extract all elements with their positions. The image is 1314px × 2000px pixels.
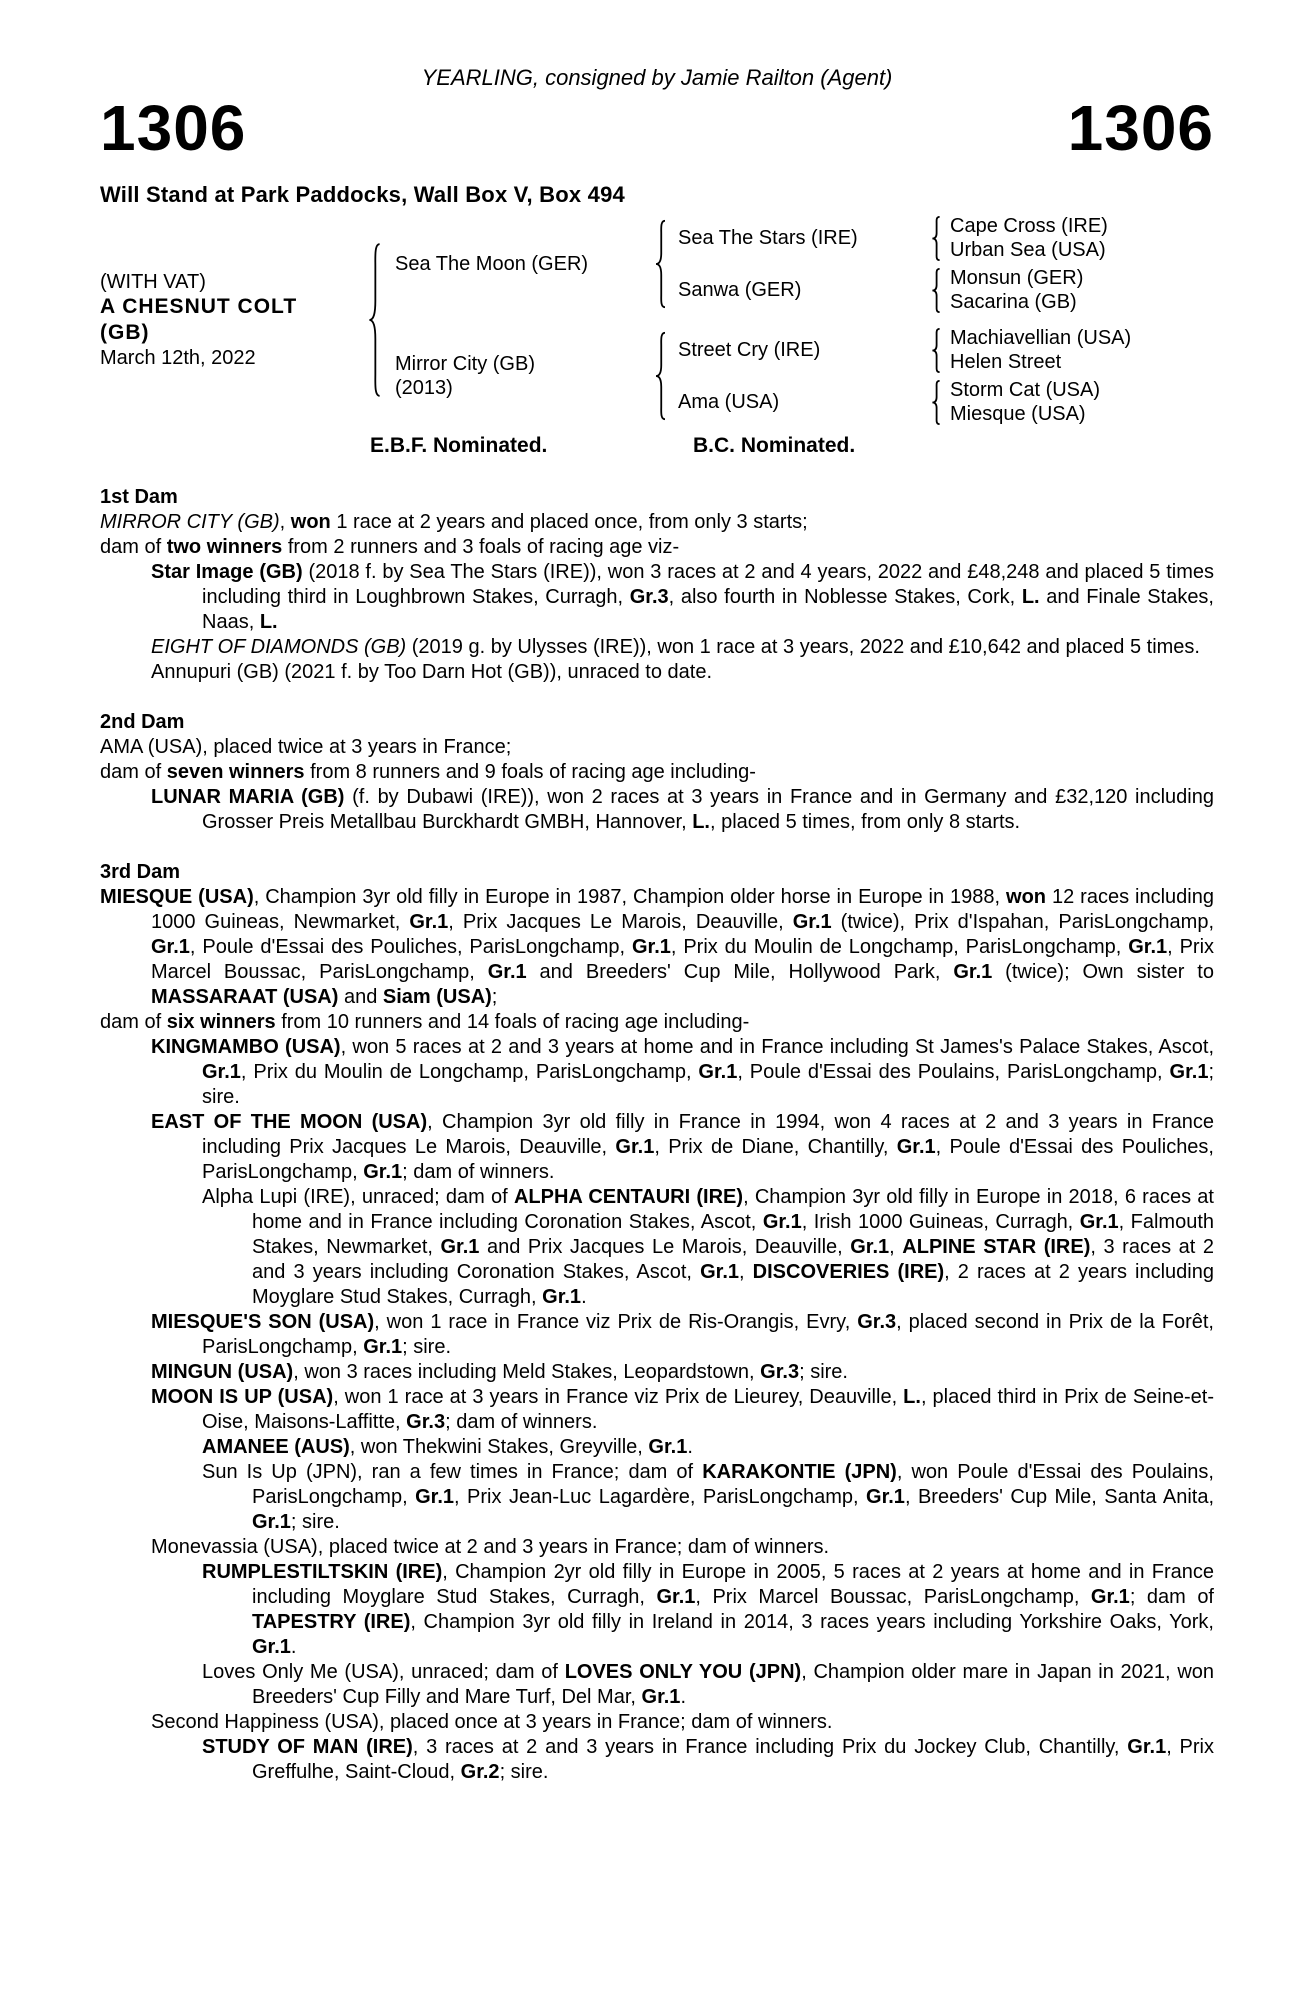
pedigree-paragraph: AMA (USA), placed twice at 3 years in France;: [100, 736, 512, 758]
lot-number-left: 1306: [100, 92, 247, 164]
pedigree-paragraph: STUDY OF MAN (IRE), 3 races at 2 and 3 years in France including Prix du Jockey Club, Chantilly, Gr.1, Prix Greffulhe, Saint-Cloud, Gr.2; sire.: [202, 1736, 1214, 1783]
pedigree-paragraph: dam of two winners from 2 runners and 3 foals of racing age viz-: [100, 536, 680, 558]
section-header: 2nd Dam: [100, 711, 185, 733]
stand-location-line: Will Stand at Park Paddocks, Wall Box V, Box 494: [100, 182, 625, 207]
lot-number-row: [100, 92, 1214, 164]
gen4-name: Cape Cross (IRE): [950, 215, 1108, 237]
pedigree-paragraph: KINGMAMBO (USA), won 5 races at 2 and 3 years at home and in France including St James's Palace Stakes, Ascot, Gr.1, Prix du Moulin de Longchamp, ParisLongchamp, Gr.1, Poule d'Essai des Poulains, ParisLongchamp, Gr.1; sire.: [151, 1036, 1215, 1108]
pedigree-paragraph: EAST OF THE MOON (USA), Champion 3yr old filly in France in 1994, won 4 races at 2 and 3 years in France including Prix Jacques Le Marois, Deauville, Gr.1, Prix de Diane, Chantilly, Gr.1, Poule d'Essai des Pouliches, ParisLongchamp, Gr.1; dam of winners.: [151, 1111, 1215, 1183]
pedigree-paragraph: MINGUN (USA), won 3 races including Meld Stakes, Leopardstown, Gr.3; sire.: [151, 1361, 848, 1383]
pedigree-paragraph: Second Happiness (USA), placed once at 3 years in France; dam of winners.: [151, 1711, 833, 1733]
gen4-name: Machiavellian (USA): [950, 327, 1132, 349]
pedigree-paragraph: MOON IS UP (USA), won 1 race at 3 years in France viz Prix de Lieurey, Deauville, L., placed third in Prix de Seine-et-Oise, Maisons-Laffitte, Gr.3; dam of winners.: [151, 1386, 1214, 1433]
subject-suffix: (GB): [100, 321, 150, 344]
vat-note: (WITH VAT): [100, 271, 206, 293]
brace-glyph: [930, 380, 942, 425]
brace-glyph: [366, 241, 383, 399]
dam-sire-branch: [678, 326, 1131, 374]
bc-nomination: B.C. Nominated.: [693, 434, 856, 457]
subject-name: A CHESNUT COLT: [100, 295, 298, 318]
sire-branch: [395, 214, 1131, 314]
brace-glyph: [930, 268, 942, 313]
pedigree-paragraph: LUNAR MARIA (GB) (f. by Dubawi (IRE)), won 2 races at 3 years in France and in Germany and £32,120 including Grosser Preis Metallbau Burckhardt GMBH, Hannover, L., placed 5 times, from only 8 starts.: [151, 786, 1214, 833]
dam-dam-name: Ama (USA): [678, 391, 780, 413]
dam-name-block: [395, 352, 647, 400]
pedigree-paragraph: AMANEE (AUS), won Thekwini Stakes, Greyville, Gr.1.: [202, 1436, 693, 1458]
dam-year: (2013): [395, 377, 453, 399]
gen4-name: Sacarina (GB): [950, 291, 1077, 313]
sire-sire-name: Sea The Stars (IRE): [678, 227, 858, 249]
sire-sire-branch: [678, 214, 1108, 262]
brace-glyph: [930, 328, 942, 373]
pedigree-paragraph: Loves Only Me (USA), unraced; dam of LOVES ONLY YOU (JPN), Champion older mare in Japan in 2021, won Breeders' Cup Filly and Mare Turf, Del Mar, Gr.1.: [202, 1661, 1215, 1708]
brace-glyph: [653, 219, 668, 309]
dam-branch: [395, 326, 1131, 426]
catalogue-body: [100, 485, 1214, 1785]
pedigree-paragraph: Monevassia (USA), placed twice at 2 and 3 years in France; dam of winners.: [151, 1536, 830, 1558]
nominations-row: [100, 434, 1214, 460]
ebf-nomination: E.B.F. Nominated.: [370, 434, 548, 457]
dam-name: Mirror City (GB): [395, 353, 535, 375]
sire-name: Sea The Moon (GER): [395, 253, 589, 275]
section-header: 3rd Dam: [100, 861, 181, 883]
gen4-name: Miesque (USA): [950, 403, 1086, 425]
pedigree-paragraph: Alpha Lupi (IRE), unraced; dam of ALPHA CENTAURI (IRE), Champion 3yr old filly in Europe in 2018, 6 races at home and in France including Coronation Stakes, Ascot, Gr.1, Irish 1000 Guineas, Curragh, Gr.1, Falmouth Stakes, Newmarket, Gr.1 and Prix Jacques Le Marois, Deauville, Gr.1, ALPINE STAR (IRE), 3 races at 2 and 3 years including Coronation Stakes, Ascot, Gr.1, DISCOVERIES (IRE), 2 races at 2 years including Moyglare Stud Stakes, Curragh, Gr.1.: [202, 1186, 1215, 1308]
gen4-name: Helen Street: [950, 351, 1062, 373]
dam-sire-name: Street Cry (IRE): [678, 339, 821, 361]
brace-glyph: [930, 216, 942, 261]
gen4-name: Urban Sea (USA): [950, 239, 1106, 261]
pedigree-paragraph: Star Image (GB) (2018 f. by Sea The Stars (IRE)), won 3 races at 2 and 4 years, 2022 and £48,248 and placed 5 times including third in Loughbrown Stakes, Curragh, Gr.3, also fourth in Noblesse Stakes, Cork, L. and Finale Stakes, Naas, L.: [151, 561, 1214, 633]
pedigree-paragraph: Annupuri (GB) (2021 f. by Too Darn Hot (GB)), unraced to date.: [151, 661, 713, 683]
sire-dam-branch: [678, 266, 1108, 314]
pedigree-paragraph: EIGHT OF DIAMONDS (GB) (2019 g. by Ulysses (IRE)), won 1 race at 3 years, 2022 and £10,642 and placed 5 times.: [151, 636, 1200, 658]
subject-block: [100, 270, 358, 370]
pedigree-paragraph: MIRROR CITY (GB), won 1 race at 2 years and placed once, from only 3 starts;: [100, 511, 808, 533]
pedigree-paragraph: RUMPLESTILTSKIN (IRE), Champion 2yr old filly in Europe in 2005, 5 races at 2 years at home and in France including Moyglare Stud Stakes, Curragh, Gr.1, Prix Marcel Boussac, ParisLongchamp, Gr.1; dam of TAPESTRY (IRE), Champion 3yr old filly in Ireland in 2014, 3 races years including Yorkshire Oaks, York, Gr.1.: [202, 1561, 1214, 1658]
pedigree-table: [100, 214, 1314, 426]
dam-dam-branch: [678, 378, 1131, 426]
gen4-name: Storm Cat (USA): [950, 379, 1101, 401]
pedigree-paragraph: MIESQUE (USA), Champion 3yr old filly in Europe in 1987, Champion older horse in Europe in 1988, won 12 races including 1000 Guineas, Newmarket, Gr.1, Prix Jacques Le Marois, Deauville, Gr.1 (twice), Prix d'Ispahan, ParisLongchamp, Gr.1, Poule d'Essai des Pouliches, ParisLongchamp, Gr.1, Prix du Moulin de Longchamp, ParisLongchamp, Gr.1, Prix Marcel Boussac, ParisLongchamp, Gr.1 and Breeders' Cup Mile, Hollywood Park, Gr.1 (twice); Own sister to MASSARAAT (USA) and Siam (USA);: [100, 886, 1215, 1008]
pedigree-paragraph: Sun Is Up (JPN), ran a few times in France; dam of KARAKONTIE (JPN), won Poule d'Essai des Poulains, ParisLongchamp, Gr.1, Prix Jean-Luc Lagardère, ParisLongchamp, Gr.1, Breeders' Cup Mile, Santa Anita, Gr.1; sire.: [202, 1461, 1214, 1533]
sire-dam-name: Sanwa (GER): [678, 279, 802, 301]
pedigree-paragraph: MIESQUE'S SON (USA), won 1 race in France viz Prix de Ris-Orangis, Evry, Gr.3, placed second in Prix de la Forêt, ParisLongchamp, Gr.1; sire.: [151, 1311, 1214, 1358]
brace-glyph: [653, 331, 668, 421]
gen4-name: Monsun (GER): [950, 267, 1084, 289]
pedigree-paragraph: dam of seven winners from 8 runners and 9 foals of racing age including-: [100, 761, 756, 783]
foal-date: March 12th, 2022: [100, 347, 256, 369]
consignment-line: YEARLING, consigned by Jamie Railton (Agent): [421, 65, 893, 90]
section-header: 1st Dam: [100, 486, 178, 508]
lot-number-right: 1306: [1067, 92, 1214, 164]
pedigree-paragraph: dam of six winners from 10 runners and 14 foals of racing age including-: [100, 1011, 750, 1033]
